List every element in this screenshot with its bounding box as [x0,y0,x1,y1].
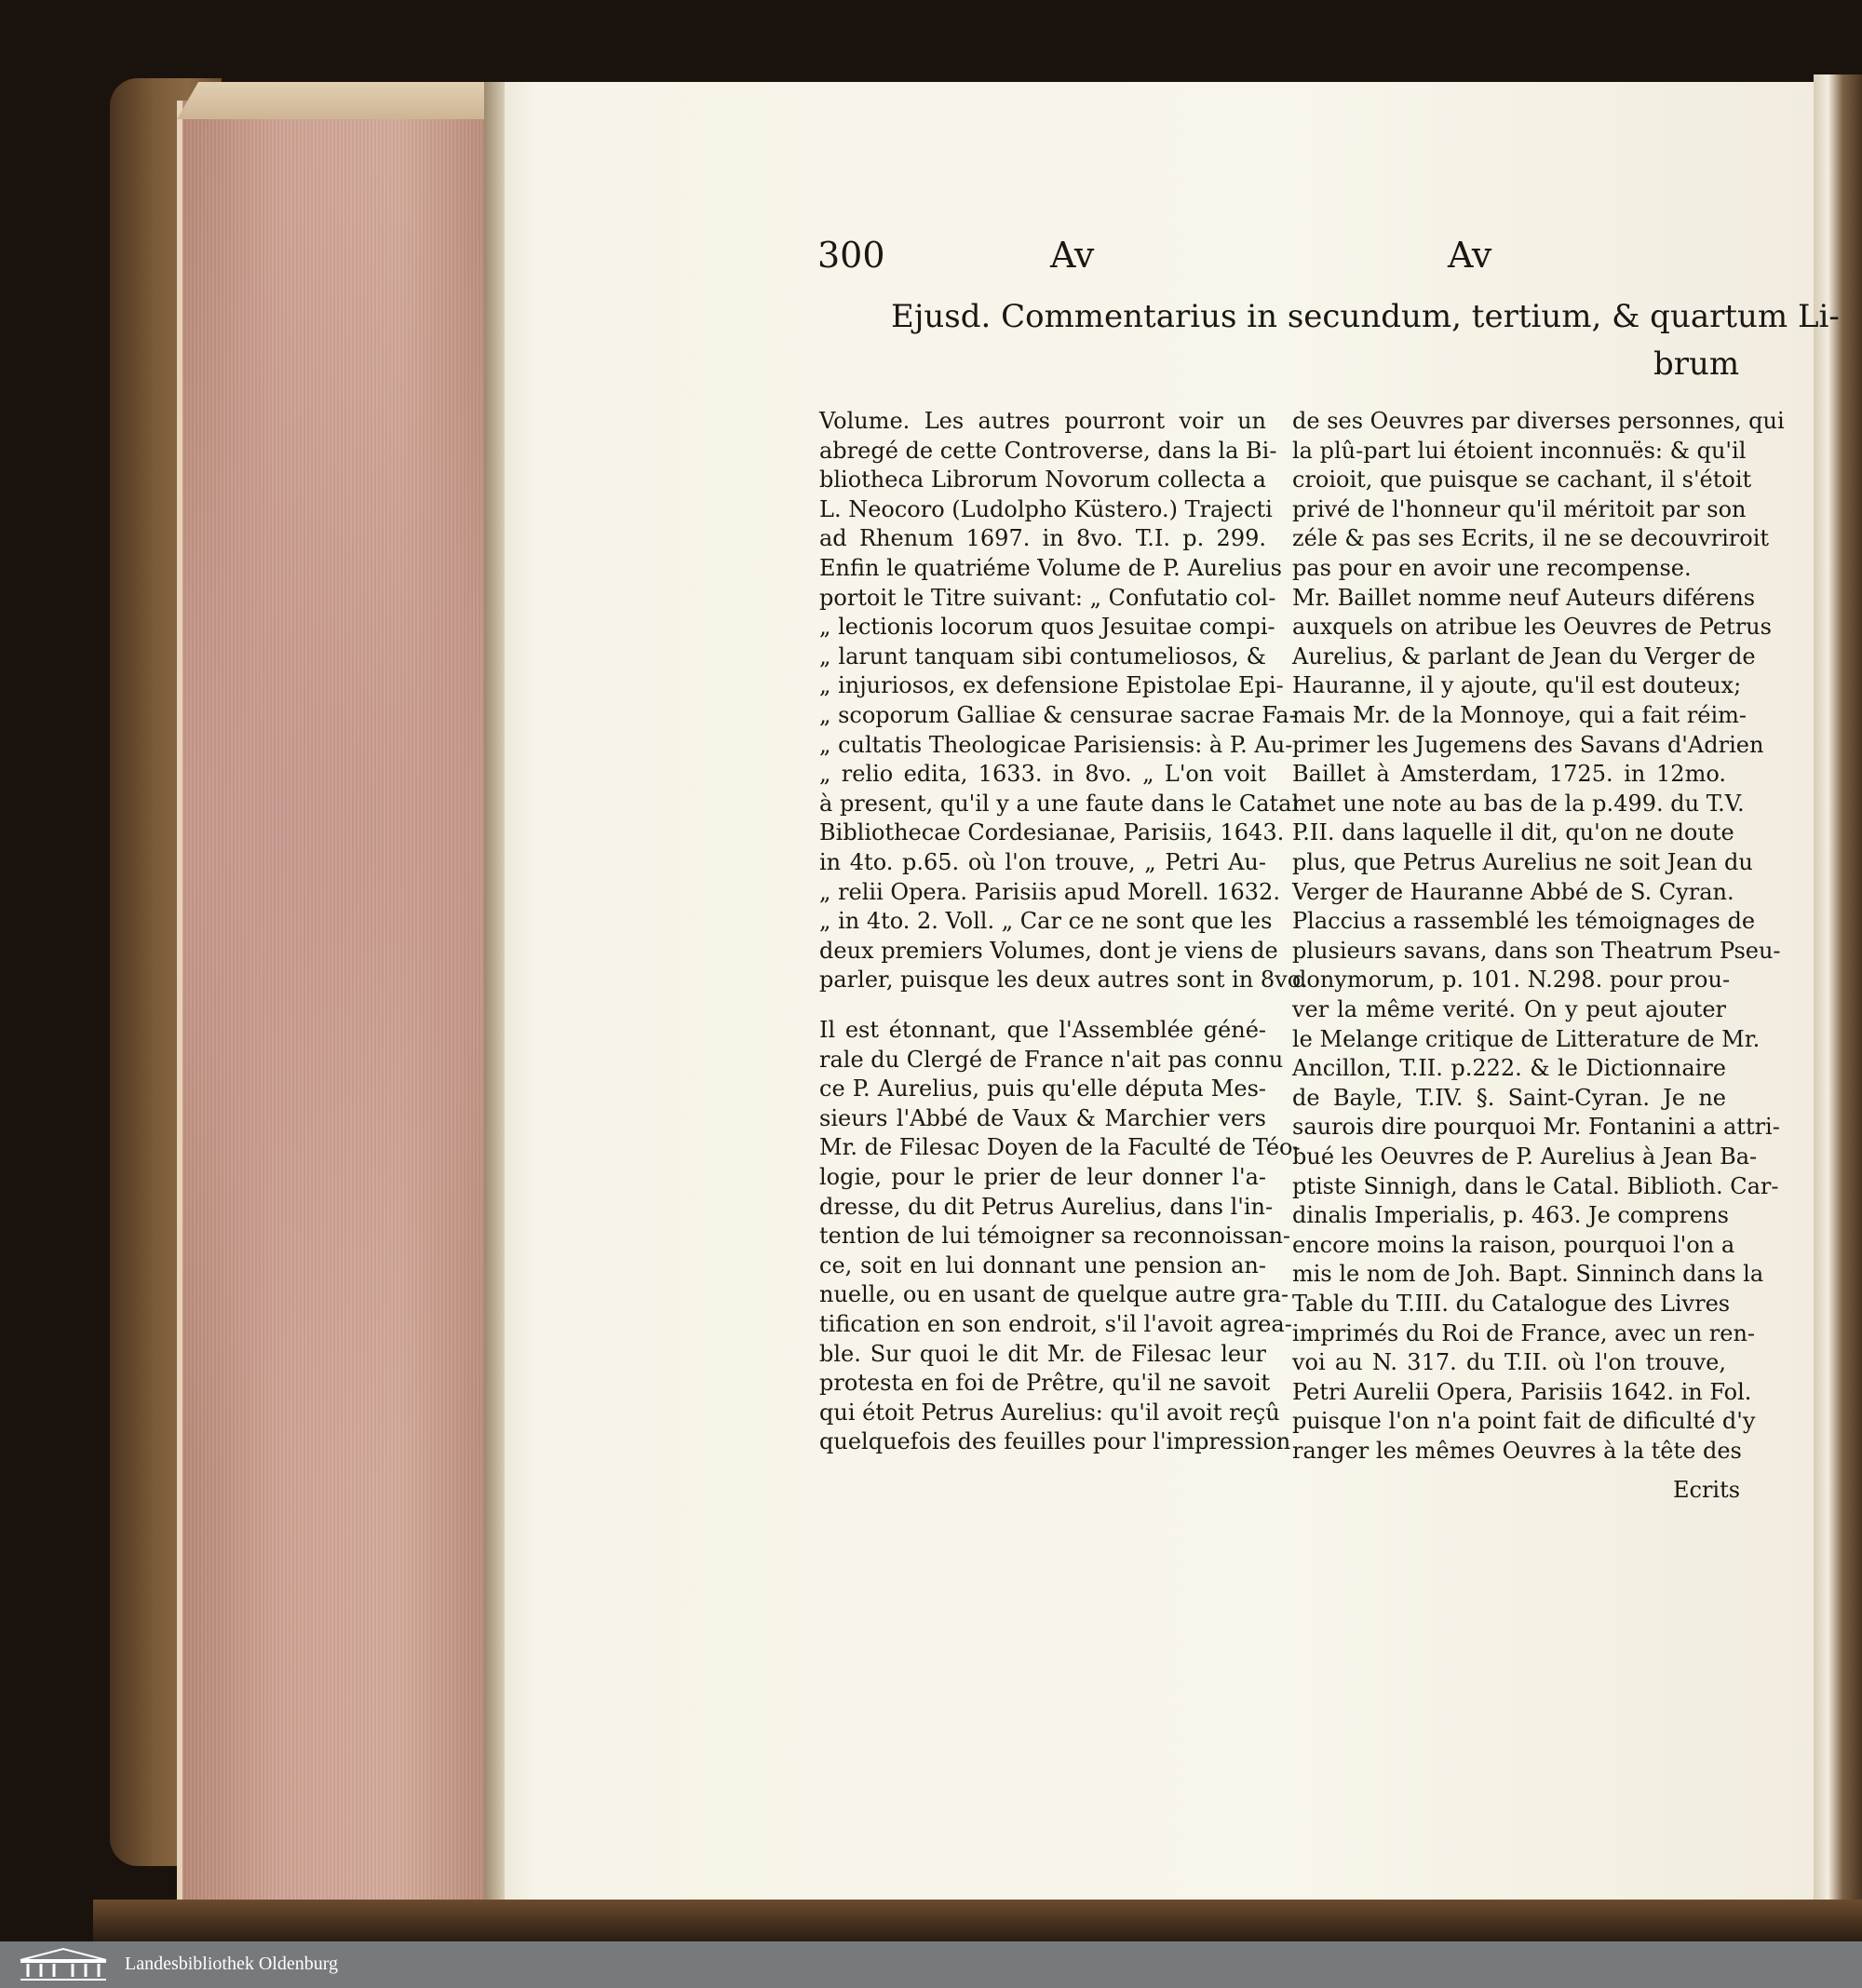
text-line: parler, puisque les deux autres sont in 8vo. [819,967,1308,994]
text-line: quelquefois des feuilles pour l'impression [819,1428,1291,1455]
catchword: Ecrits [1673,1477,1741,1503]
text-line: dinalis Imperialis, p. 463. Je comprens [1292,1202,1729,1229]
text-line: tention de lui témoigner sa reconnoissan- [819,1223,1291,1250]
text-line: plus, que Petrus Aurelius ne soit Jean du [1292,849,1753,875]
text-line: logie, pour le prier de leur donner l'a- [819,1164,1266,1190]
book-cover-right [1814,74,1862,1923]
text-line: dresse, du dit Petrus Aurelius, dans l'in- [819,1193,1274,1220]
text-line: Volume. Les autres pourront voir un [819,408,1266,434]
text-line: zéle & pas ses Ecrits, il ne se decouvriroit [1292,525,1770,552]
text-line: ble. Sur quoi le dit Mr. de Filesac leur [819,1340,1266,1367]
text-line: Baillet à Amsterdam, 1725. in 12mo. [1292,761,1726,788]
text-line: portoit le Titre suivant: „ Confutatio col- [819,584,1276,611]
text-line: Petri Aurelii Opera, Parisiis 1642. in Fol. [1292,1378,1752,1405]
text-line: „ injuriosos, ex defensione Epistolae Epi- [819,672,1284,699]
text-line: Mr. Baillet nomme neuf Auteurs diférens [1292,584,1756,611]
text-line: la plû-part lui étoient inconnuës: & qu'il [1292,437,1747,464]
text-line: Bibliothecae Cordesianae, Parisiis, 1643. [819,819,1285,846]
text-line: rale du Clergé de France n'ait pas connu [819,1046,1284,1073]
book-board-bottom [93,1900,1862,1941]
text-line: imprimés du Roi de France, avec un ren- [1292,1319,1756,1346]
text-line: le Melange critique de Litterature de Mr. [1292,1025,1761,1052]
text-line: de ses Oeuvres par diverses personnes, qui [1292,408,1785,434]
text-line: Placcius a rassemblé les témoignages de [1292,908,1756,935]
text-line: in 4to. p.65. où l'on trouve, „ Petri Au- [819,849,1266,875]
text-line: Table du T.III. du Catalogue des Livres [1292,1291,1731,1317]
text-line: deux premiers Volumes, dont je viens de [819,937,1278,964]
text-line: ranger les mêmes Oeuvres à la tête des [1292,1438,1742,1464]
entry-title-line-1: Ejusd. Commentarius in secundum, tertium, & quartum Li- [891,298,1840,335]
text-line: Ancillon, T.II. p.222. & le Dictionnaire [1292,1055,1726,1082]
text-line: sieurs l'Abbé de Vaux & Marchier vers [819,1104,1266,1131]
text-line: P.II. dans laquelle il dit, qu'on ne doute [1292,819,1734,846]
running-head-left: Av [1050,235,1095,276]
text-line: Aurelius, & parlant de Jean du Verger de [1292,642,1756,669]
text-line: puisque l'on n'a point fait de dificulté d'y [1292,1408,1756,1435]
text-line: mais Mr. de la Monnoye, qui a fait réim- [1292,702,1747,728]
text-line: de Bayle, T.IV. §. Saint-Cyran. Je ne [1292,1084,1726,1111]
text-line: tification en son endroit, s'il l'avoit agrea- [819,1311,1292,1337]
text-line: met une note au bas de la p.499. du T.V. [1292,790,1745,817]
text-line: Il est étonnant, que l'Assemblée géné- [819,1017,1266,1043]
text-line: abregé de cette Controverse, dans la Bi- [819,437,1277,464]
text-line: „ cultatis Theologicae Parisiensis: à P. Au- [819,731,1293,758]
text-line: ver la même verité. On y peut ajouter [1292,996,1726,1022]
text-line: ce P. Aurelius, puis qu'elle députa Mes- [819,1075,1266,1102]
text-line: nuelle, ou en usant de quelque autre gra- [819,1281,1289,1308]
text-line: mis le nom de Joh. Bapt. Sinninch dans la [1292,1261,1764,1288]
text-line: bliotheca Librorum Novorum collecta a [819,467,1266,494]
text-line: saurois dire pourquoi Mr. Fontanini a attri- [1292,1114,1780,1141]
footer-bar [0,1941,1862,1988]
entry-title-line-2: brum [1653,345,1740,383]
text-line: ce, soit en lui donnant une pension an- [819,1251,1266,1278]
text-line: privé de l'honneur qu'il méritoit par son [1292,495,1747,522]
library-building-icon [17,1947,110,1982]
text-line: plusieurs savans, dans son Theatrum Pseu- [1292,937,1781,964]
text-line: qui étoit Petrus Aurelius: qu'il avoit reçû [819,1399,1280,1426]
text-line: primer les Jugemens des Savans d'Adrien [1292,731,1764,758]
text-line: voi au N. 317. du T.II. où l'on trouve, [1292,1349,1726,1376]
text-line: protesta en foi de Prêtre, qu'il ne savoit [819,1370,1271,1397]
text-line: „ relii Opera. Parisiis apud Morell. 1632. [819,878,1280,905]
text-line: bué les Oeuvres de P. Aurelius à Jean Ba- [1292,1143,1758,1170]
text-line: croioit, que puisque se cachant, il s'étoit [1292,467,1752,494]
text-line: pas pour en avoir une recompense. [1292,555,1692,581]
text-line: encore moins la raison, pourquoi l'on a [1292,1231,1735,1258]
text-line: Enfin le quatriéme Volume de P. Aurelius [819,555,1282,581]
text-line: „ lectionis locorum quos Jesuitae compi- [819,614,1275,641]
page-number: 300 [817,235,885,276]
page-gutter [484,82,505,1902]
text-line: „ in 4to. 2. Voll. „ Car ce ne sont que les [819,908,1273,935]
text-line: ptiste Sinnigh, dans le Catal. Biblioth. Car- [1292,1172,1779,1199]
text-line: ad Rhenum 1697. in 8vo. T.I. p. 299. [819,525,1266,552]
text-line: „ larunt tanquam sibi contumeliosos, & [819,642,1266,669]
text-line: à present, qu'il y a une faute dans le Catal. [819,790,1306,817]
text-line: donymorum, p. 101. N.298. pour prou- [1292,967,1731,994]
page-edges-top [177,82,510,119]
page-edges-block [177,101,494,1907]
running-head-right: Av [1448,235,1492,276]
text-line: auxquels on atribue les Oeuvres de Petrus [1292,614,1772,641]
library-name: Landesbibliothek Oldenburg [125,1954,339,1974]
text-line: L. Neocoro (Ludolpho Küstero.) Trajecti [819,495,1273,522]
text-line: „ relio edita, 1633. in 8vo. „ L'on voit [819,761,1266,788]
text-line: Mr. de Filesac Doyen de la Faculté de Téo- [819,1134,1301,1161]
text-line: Verger de Hauranne Abbé de S. Cyran. [1292,878,1734,905]
text-line: Hauranne, il y ajoute, qu'il est douteux; [1292,672,1742,699]
text-line: „ scoporum Galliae & censurae sacrae Fa- [819,702,1297,728]
